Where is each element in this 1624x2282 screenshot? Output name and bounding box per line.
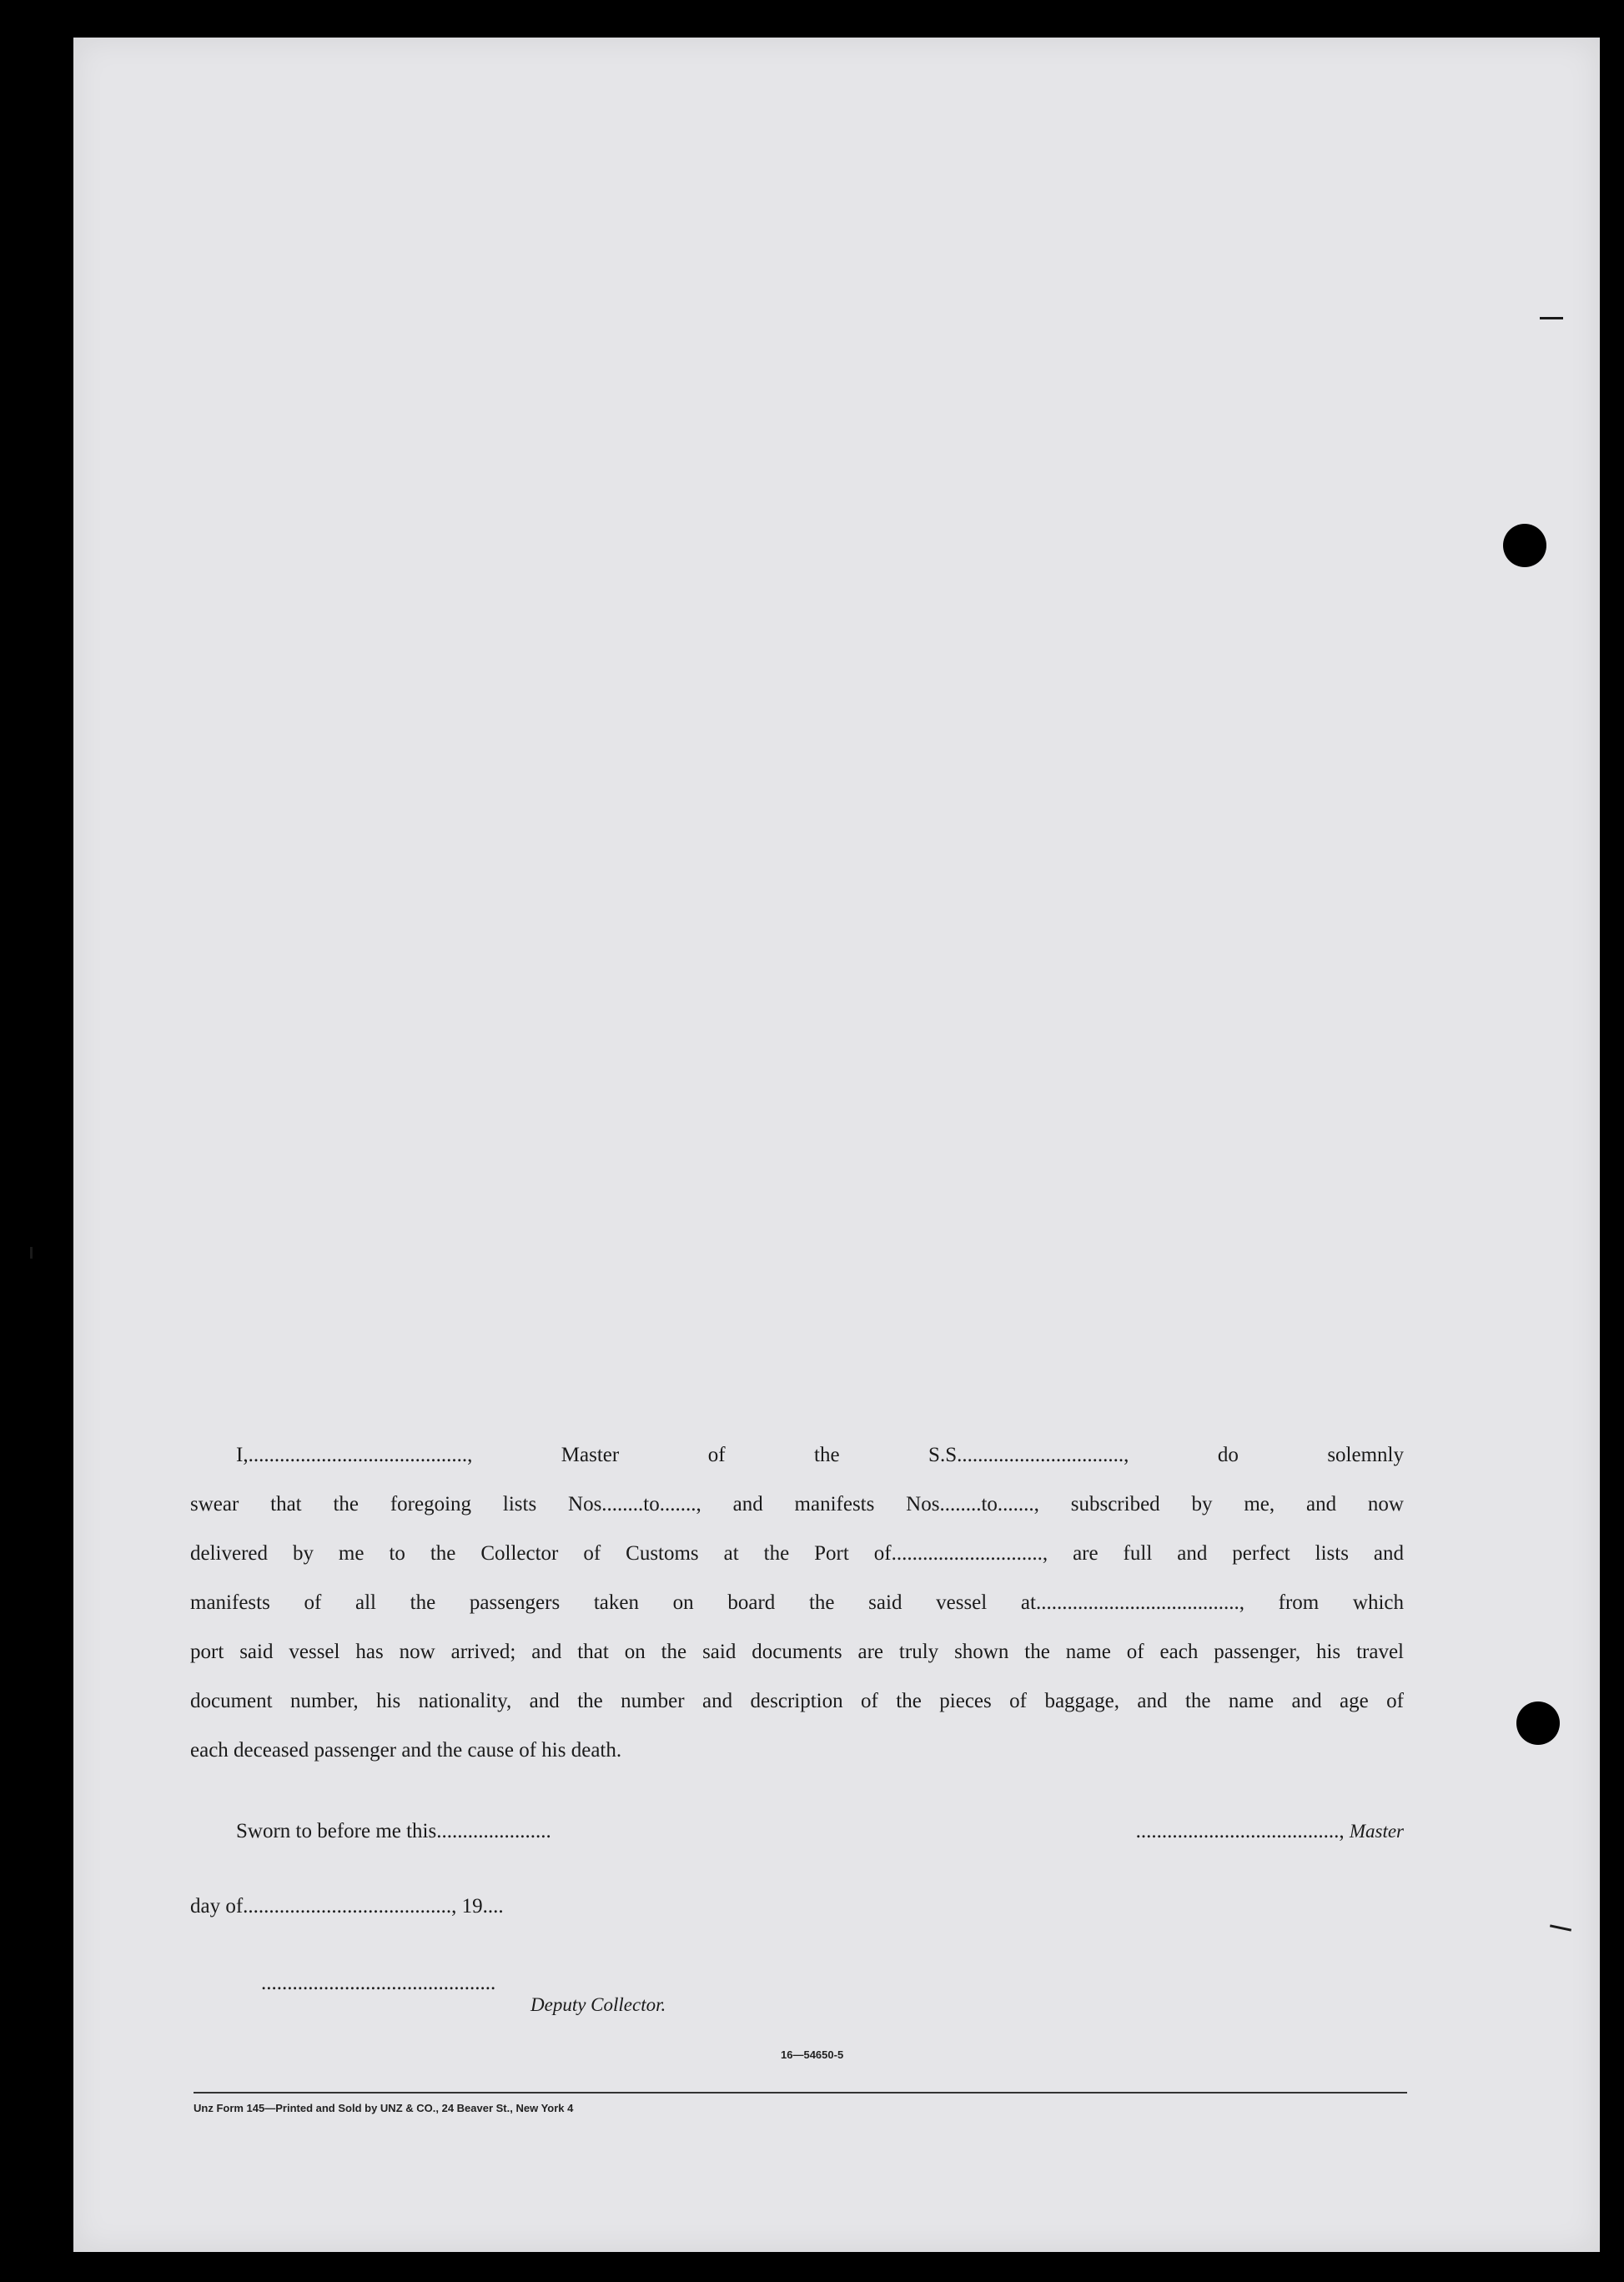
day-of-line: day of........................................, 19.... [190,1895,504,1918]
sworn-before-line: Sworn to before me this...................... [236,1820,551,1842]
master-signature-line [1136,1821,1404,1842]
footer-rule [194,2092,1407,2094]
oath-line: each deceased passenger and the cause of his death. [190,1739,622,1762]
form-number: 16—54650-5 [781,2048,844,2061]
master-label: Master [1349,1821,1404,1842]
oath-line: swear that the foregoing lists Nos........to......., and manifests Nos........to......., subscribed by me, and now [190,1493,1404,1515]
oath-line: port said vessel has now arrived; and that on the said documents are truly shown the name of each passenger, his travel [190,1641,1404,1663]
punch-hole-upper [1503,524,1546,567]
deputy-collector-dots: ............................................. [261,1972,496,1994]
master-signature-dots: ......................................., [1135,1820,1345,1842]
oath-line: manifests of all the passengers taken on board the said vessel at......................................., from which [190,1591,1404,1614]
punch-hole-lower [1516,1701,1560,1745]
deputy-collector-label: Deputy Collector. [530,1994,666,2015]
oath-line: I,.........................................., Master of the S.S................................, do solemnly [236,1444,1404,1466]
publisher-line: Unz Form 145—Printed and Sold by UNZ & CO., 24 Beaver St., New York 4 [194,2102,574,2114]
oath-line: document number, his nationality, and the number and description of the pieces of baggage, and the name and age of [190,1690,1404,1712]
edge-mark [1540,317,1563,319]
oath-line: delivered by me to the Collector of Customs at the Port of............................., are full and perfect lists and [190,1542,1404,1565]
edge-mark [30,1247,33,1259]
form-page [73,38,1600,2252]
